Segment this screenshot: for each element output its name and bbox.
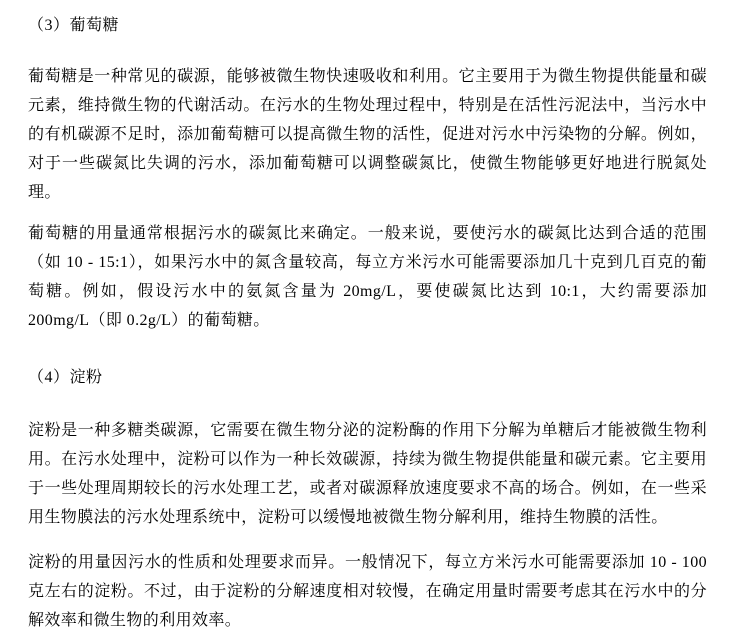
starch-dosage-paragraph: 淀粉的用量因污水的性质和处理要求而异。一般情况下，每立方米污水可能需要添加 10 - 100 克左右的淀粉。不过，由于淀粉的分解速度相对较慢，在确定用量时需要考虑其在污水中的分解效率和微生物的利用效率。 xyxy=(28,554,707,629)
glucose-dosage-paragraph: 葡萄糖的用量通常根据污水的碳氮比来确定。一般来说，要使污水的碳氮比达到合适的范围（如 10 - 15:1），如果污水中的氮含量较高，每立方米污水可能需要添加几十克到几百克的葡萄糖。例如，假设污水中的氨氮含量为 20mg/L，要使碳氮比达到 10:1，大约需要添加 200mg/L（即 0.2g/L）的葡萄糖。 xyxy=(28,225,707,329)
starch-intro-paragraph: 淀粉是一种多糖类碳源，它需要在微生物分泌的淀粉酶的作用下分解为单糖后才能被微生物利用。在污水处理中，淀粉可以作为一种长效碳源，持续为微生物提供能量和碳元素。它主要用于一些处理周期较长的污水处理工艺，或者对碳源释放速度要求不高的场合。例如，在一些采用生物膜法的污水处理系统中，淀粉可以缓慢地被微生物分解利用，维持生物膜的活性。 xyxy=(28,422,707,526)
section-heading-glucose: （3）葡萄糖 xyxy=(28,17,120,34)
glucose-intro-paragraph: 葡萄糖是一种常见的碳源，能够被微生物快速吸收和利用。它主要用于为微生物提供能量和碳元素，维持微生物的代谢活动。在污水的生物处理过程中，特别是在活性污泥法中，当污水中的有机碳源不足时，添加葡萄糖可以提高微生物的活性，促进对污水中污染物的分解。例如，对于一些碳氮比失调的污水，添加葡萄糖可以调整碳氮比，使微生物能够更好地进行脱氮处理。 xyxy=(28,68,707,201)
section-heading-starch: （4）淀粉 xyxy=(28,369,103,386)
